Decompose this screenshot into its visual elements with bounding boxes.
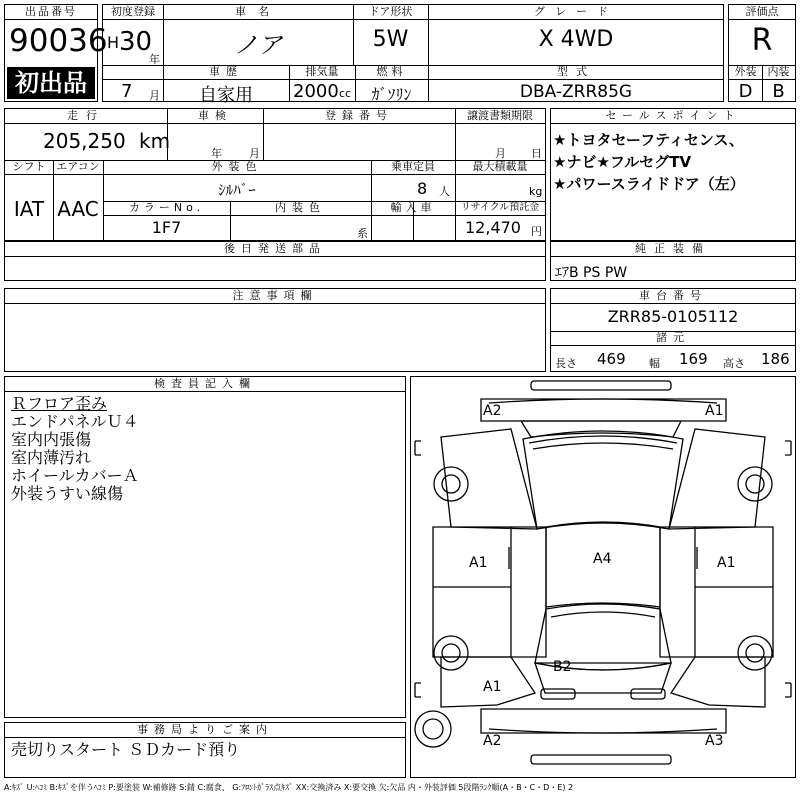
import-label: 輸入車 [390, 201, 436, 214]
height-label: 高さ [723, 357, 745, 370]
name-label: 車名 [235, 5, 281, 18]
car-diagram-box [410, 376, 796, 778]
month-unit: 月 [149, 89, 160, 102]
details-box [4, 108, 546, 241]
transfer-label: 譲渡書類期限 [467, 109, 533, 122]
reg-number-label: 登録番号 [325, 109, 393, 122]
inspector-note-5: ホイールカバーＡ [11, 467, 139, 484]
mileage-value: 205,250 [43, 129, 126, 153]
recycle-value: 12,470 [465, 218, 521, 237]
damage-mark-rear-left: A1 [483, 679, 502, 695]
door-label: ドア形状 [368, 5, 413, 18]
vehicle-header [102, 4, 724, 106]
width-label: 幅 [649, 357, 660, 370]
int-color-unit: 系 [357, 227, 368, 240]
inspection-label: 車検 [198, 109, 232, 122]
damage-mark-roof: A4 [593, 551, 612, 567]
displacement-label: 排気量 [305, 65, 339, 78]
lot-number: 90036 [9, 23, 108, 59]
door-type: 5W [372, 27, 409, 52]
person-unit: 人 [439, 185, 450, 198]
transfer-day-unit: 日 [531, 147, 542, 160]
first-listing-badge: 初出品 [7, 67, 95, 99]
reg-year: 30 [119, 27, 153, 57]
capacity-value: 8 [417, 179, 428, 198]
inspector-note-2: エンドパネルＵ４ [11, 413, 139, 430]
sales-point-2: ★ナビ★フルセグTV [553, 153, 692, 171]
office-box [4, 722, 406, 778]
ext-label: 外装 [734, 65, 757, 78]
damage-mark-rear-bumper-right: A3 [705, 733, 724, 749]
first-reg-label: 初度登録 [111, 5, 155, 18]
int-label: 内装 [767, 65, 790, 78]
grade-label: グレード [534, 5, 618, 18]
inspector-note-3: 室内内張傷 [11, 431, 92, 448]
sales-point-3: ★パワースライドドア（左） [553, 175, 745, 193]
caution-box [4, 288, 546, 372]
equipment-value: ｴｱB PS PW [555, 265, 628, 281]
inspector-note-6: 外装うすい線傷 [11, 485, 124, 502]
inspector-note-4: 室内薄汚れ [11, 449, 92, 466]
score-box [728, 4, 796, 102]
chassis-box [550, 288, 796, 372]
legend: A:ｷｽﾞ U:ﾍｺﾐ B:ｷｽﾞを伴うﾍｺﾐ P:要塗装 W:補修跡 S:錆 C:腐食、 G:ﾌﾛﾝﾄｶﾞﾗｽ点ｷｽﾞ XX:交換済み X:要交換 欠:欠品 内・外装評価 5段階ﾗﾝｸ順(A・B・C・D・E) 2 [4, 783, 574, 792]
yen-unit: 円 [531, 225, 542, 238]
inspector-note-1: Ｒフロア歪み [11, 395, 108, 412]
chassis-value: ZRR85-0105112 [607, 307, 739, 326]
damage-mark-front-right: A1 [705, 403, 724, 419]
later-parts-label: 後日発送部品 [224, 242, 326, 255]
sales-point-1: ★トヨタセーフティセンス、 [553, 131, 744, 149]
lot-label: 出品番号 [5, 5, 97, 20]
ac-label: エアコン [56, 160, 100, 173]
int-score: B [772, 81, 785, 102]
insp-month-unit: 月 [249, 147, 260, 160]
caution-label: 注意事項欄 [232, 289, 318, 302]
score-label: 評価点 [745, 5, 779, 18]
later-parts-box [4, 241, 546, 281]
inspector-label: 検査員記入欄 [154, 377, 256, 390]
office-label: 事務局よりご案内 [137, 723, 273, 736]
sales-label: セールスポイント [605, 109, 741, 122]
cc-unit: cc [339, 87, 352, 100]
equipment-box [550, 241, 796, 281]
damage-mark-right-door: A1 [717, 555, 736, 571]
ext-score: D [738, 81, 753, 102]
grade: X 4WD [538, 27, 614, 52]
transfer-month-unit: 月 [495, 147, 506, 160]
displacement-value: 2000 [293, 81, 339, 102]
int-color-label: 内装色 [275, 201, 326, 214]
history-value: 自家用 [199, 85, 253, 106]
color-label: 外装色 [211, 160, 263, 173]
damage-mark-tailgate: B2 [553, 659, 572, 675]
mileage-label: 走行 [67, 109, 105, 122]
insp-year-unit: 年 [211, 147, 222, 160]
length-label: 長さ [555, 357, 577, 370]
length-value: 469 [597, 350, 626, 368]
office-note: 売切りスタート ＳＤカード預り [11, 741, 241, 758]
lot-box [4, 4, 108, 102]
damage-mark-left-door: A1 [469, 555, 488, 571]
sales-points-box [550, 108, 796, 241]
era: H [107, 33, 120, 52]
model-value: DBA-ZRR85G [519, 82, 633, 102]
shift-value: IAT [13, 197, 45, 221]
shift-label: シフト [12, 160, 46, 173]
dims-label: 諸元 [656, 331, 690, 344]
fuel-label: 燃料 [376, 65, 407, 78]
inspector-box [4, 376, 406, 718]
score-value: R [751, 23, 773, 58]
recycle-label: リサイクル預託金 [460, 202, 540, 213]
width-value: 169 [679, 350, 708, 368]
history-label: 車歴 [209, 65, 243, 78]
kg-unit: kg [529, 185, 543, 198]
car-name: ノア [234, 31, 282, 59]
capacity-label: 乗車定員 [391, 160, 435, 173]
color-no-value: 1F7 [151, 218, 182, 237]
load-label: 最大積載量 [472, 160, 528, 173]
model-label: 型式 [557, 65, 595, 78]
chassis-label: 車台番号 [639, 289, 707, 302]
equipment-label: 純正装備 [635, 242, 711, 255]
height-value: 186 [761, 350, 790, 368]
damage-mark-rear-bumper-left: A2 [483, 733, 502, 749]
reg-month: 7 [121, 81, 133, 102]
ac-value: AAC [57, 197, 99, 221]
color-value: ｼﾙﾊﾞｰ [218, 181, 256, 199]
color-no-label: カラーNo. [128, 201, 205, 214]
damage-mark-front-left: A2 [483, 403, 502, 419]
km-unit: km [139, 129, 171, 153]
fuel-value: ｶﾞｿﾘﾝ [371, 85, 412, 104]
car-diagram [411, 377, 795, 777]
year-unit: 年 [149, 53, 160, 66]
